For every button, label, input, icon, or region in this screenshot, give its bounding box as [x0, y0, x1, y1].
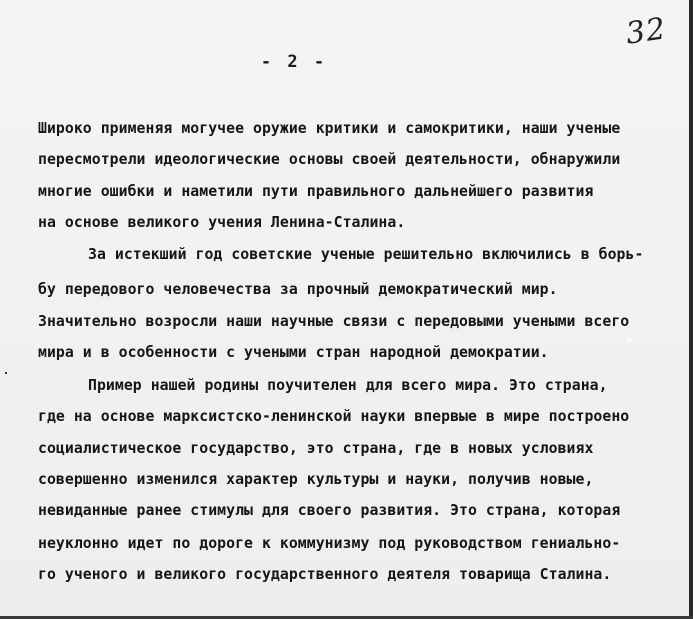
page-number: - 2 -	[260, 52, 328, 72]
paragraph-line: многие ошибки и наметили пути правильного дальнейшего развития	[38, 183, 594, 200]
paragraph-line: За истекший год советские ученые решительно включились в борь-	[88, 246, 644, 263]
paragraph-line: где на основе марксистско-ленинской науки впервые в мире построено	[38, 408, 630, 425]
paragraph-line: социалистическое государство, это страна, где в новых условиях	[38, 440, 594, 457]
handwritten-page-number: 32	[623, 11, 669, 52]
scan-edge	[689, 0, 693, 619]
scan-speck	[626, 337, 632, 343]
paragraph-line: бу передового человечества за прочный демократический мир.	[38, 281, 558, 298]
paragraph-line: совершенно изменился характер культуры и науки, получив новые,	[38, 471, 594, 488]
paragraph-line: го ученого и великого государственного деятеля товарища Сталина.	[38, 566, 612, 583]
paragraph-line: Широко применяя могучее оружие критики и самокритики, наши ученые	[38, 120, 621, 137]
paragraph-line: пересмотрели идеологические основы своей деятельности, обнаружили	[38, 151, 621, 168]
paragraph-line: мира и в особенности с учеными стран народной демократии.	[38, 344, 549, 361]
scan-dot	[5, 372, 7, 374]
paragraph-line: невиданные ранее стимулы для своего развития. Это страна, которая	[38, 502, 621, 519]
paragraph-line: на основе великого учения Ленина-Сталина.	[38, 214, 406, 231]
paragraph-line: неуклонно идет по дороге к коммунизму под руководством гениально-	[38, 535, 621, 552]
paragraph-line: Пример нашей родины поучителен для всего мира. Это страна,	[88, 377, 608, 394]
paragraph-line: Значительно возросли наши научные связи с передовыми учеными всего	[38, 313, 630, 330]
